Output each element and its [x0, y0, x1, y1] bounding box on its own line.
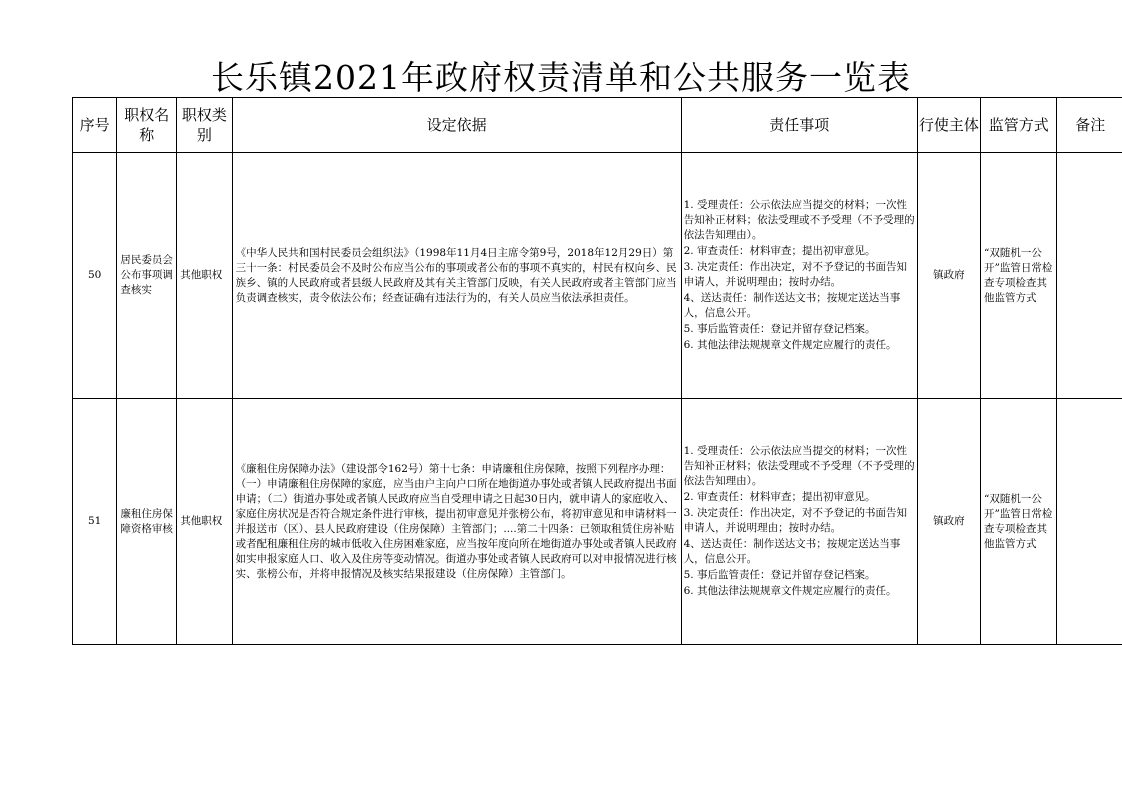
cell-note — [1057, 153, 1122, 399]
header-note: 备注 — [1057, 98, 1122, 153]
duty-item: 3. 决定责任：作出决定，对不予登记的书面告知申请人，并说明理由；按时办结。 — [683, 506, 907, 534]
header-name: 职权名称 — [117, 98, 177, 153]
duty-item: 5. 事后监管责任：登记并留存登记档案。 — [683, 322, 876, 335]
cell-seq: 50 — [73, 153, 117, 399]
duty-item: 2. 审查责任：材料审查；提出初审意见。 — [683, 490, 876, 503]
cell-duties — [681, 153, 917, 399]
cell-subject: 镇政府 — [917, 153, 980, 399]
table-row — [73, 399, 1122, 645]
cell-name: 廉租住房保障资格审核 — [117, 399, 177, 645]
duty-item: 4、送达责任：制作送达文书；按规定送达当事人，信息公开。 — [683, 537, 901, 565]
cell-note — [1057, 399, 1122, 645]
duty-item: 4、送达责任：制作送达文书；按规定送达当事人，信息公开。 — [683, 291, 901, 319]
cell-supervision: “双随机一公开”监管日常检查专项检查其他监管方式 — [980, 399, 1056, 645]
duty-item: 5. 事后监管责任：登记并留存登记档案。 — [683, 568, 876, 581]
page-title: 长乐镇2021年政府权责清单和公共服务一览表 — [211, 58, 911, 97]
duty-item: 6. 其他法律法规规章文件规定应履行的责任。 — [683, 584, 897, 597]
header-subject: 行使主体 — [917, 98, 980, 153]
duty-item: 6. 其他法律法规规章文件规定应履行的责任。 — [683, 338, 897, 351]
cell-duties — [681, 399, 917, 645]
responsibility-table — [72, 97, 1122, 645]
cell-basis: 《中华人民共和国村民委员会组织法》（1998年11月4日主席令第9号，2018年12月29日）第三十一条：村民委员会不及时公布应当公布的事项或者公布的事项不真实的，村民有权向乡、民族乡、镇的人民政府或者县级人民政府及其有关主管部门反映，有关人民政府或者主管部门应当负责调查核实，责令依法公布；经查证确有违法行为的，有关人员应当依法承担责任。 — [232, 153, 681, 399]
cell-type: 其他职权 — [177, 399, 232, 645]
table-row — [73, 153, 1122, 399]
cell-basis: 《廉租住房保障办法》（建设部令162号）第十七条：申请廉租住房保障，按照下列程序办理：（一）申请廉租住房保障的家庭，应当由户主向户口所在地街道办事处或者镇人民政府提出书面申请；（二）街道办事处或者镇人民政府应当自受理申请之日起30日内，就申请人的家庭收入、家庭住房状况是否符合规定条件进行审核，提出初审意见并张榜公布，将初审意见和申请材料一并报送市（区）、县人民政府建设（住房保障）主管部门；....第二十四条：已领取租赁住房补贴或者配租廉租住房的城市低收入住房困难家庭，应当按年度向所在地街道办事处或者镇人民政府如实申报家庭人口、收入及住房等变动情况。街道办事处或者镇人民政府可以对申报情况进行核实、张榜公布，并将申报情况及核实结果报建设（住房保障）主管部门。 — [232, 399, 681, 645]
header-type: 职权类别 — [177, 98, 232, 153]
duty-item: 1. 受理责任：公示依法应当提交的材料；一次性告知补正材料；依法受理或不予受理（不予受理的依法告知理由）。 — [683, 198, 915, 241]
header-duties: 责任事项 — [681, 98, 917, 153]
header-seq: 序号 — [73, 98, 117, 153]
cell-supervision: “双随机一公开”监管日常检查专项检查其他监管方式 — [980, 153, 1056, 399]
cell-name: 居民委员会公布事项调查核实 — [117, 153, 177, 399]
table-header-row — [73, 98, 1122, 153]
header-basis: 设定依据 — [232, 98, 681, 153]
duty-item: 2. 审查责任：材料审查；提出初审意见。 — [683, 244, 876, 257]
cell-type: 其他职权 — [177, 153, 232, 399]
duty-item: 3. 决定责任：作出决定，对不予登记的书面告知申请人，并说明理由；按时办结。 — [683, 260, 907, 288]
cell-seq: 51 — [73, 399, 117, 645]
duty-item: 1. 受理责任：公示依法应当提交的材料；一次性告知补正材料；依法受理或不予受理（不予受理的依法告知理由）。 — [683, 444, 915, 487]
cell-subject: 镇政府 — [917, 399, 980, 645]
header-supervision: 监管方式 — [980, 98, 1056, 153]
